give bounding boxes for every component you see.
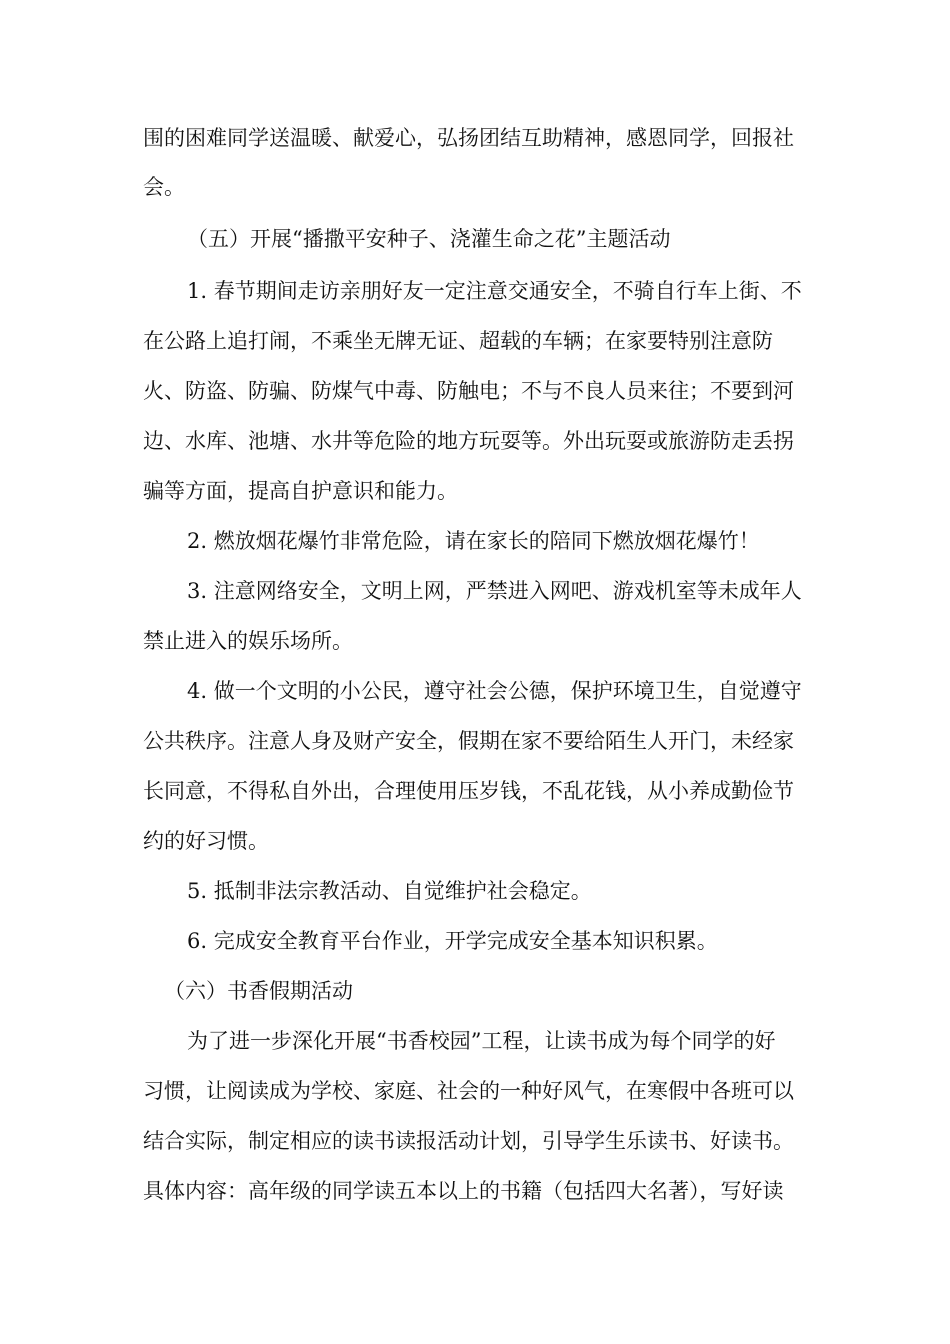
paragraph-line: 习惯，让阅读成为学校、家庭、社会的一种好风气，在寒假中各班可以 bbox=[143, 1079, 794, 1103]
paragraph-line: 会。 bbox=[143, 175, 185, 199]
paragraph-line: 具体内容：高年级的同学读五本以上的书籍（包括四大名著），写好读 bbox=[143, 1179, 784, 1203]
paragraph-line: 为了进一步深化开展“书香校园”工程，让读书成为每个同学的好 bbox=[187, 1029, 776, 1053]
paragraph-line: 边、水库、池塘、水井等危险的地方玩耍等。外出玩耍或旅游防走丢拐 bbox=[143, 429, 794, 453]
list-item-4: 4. 做一个文明的小公民，遵守社会公德，保护环境卫生，自觉遵守 bbox=[187, 679, 802, 703]
paragraph-line: 约的好习惯。 bbox=[143, 829, 269, 853]
list-item-1: 1. 春节期间走访亲朋好友一定注意交通安全，不骑自行车上街、不 bbox=[187, 279, 802, 303]
paragraph-line: 长同意，不得私自外出，合理使用压岁钱，不乱花钱，从小养成勤俭节 bbox=[143, 779, 794, 803]
paragraph-line: 火、防盗、防骗、防煤气中毒、防触电；不与不良人员来往；不要到河 bbox=[143, 379, 794, 403]
list-item-3: 3. 注意网络安全，文明上网，严禁进入网吧、游戏机室等未成年人 bbox=[187, 579, 802, 603]
paragraph-line: 禁止进入的娱乐场所。 bbox=[143, 629, 353, 653]
list-item-2: 2. 燃放烟花爆竹非常危险，请在家长的陪同下燃放烟花爆竹！ bbox=[187, 529, 760, 553]
paragraph-line: 围的困难同学送温暖、献爱心，弘扬团结互助精神，感恩同学，回报社 bbox=[143, 126, 794, 150]
list-item-5: 5. 抵制非法宗教活动、自觉维护社会稳定。 bbox=[187, 879, 592, 903]
paragraph-line: 结合实际，制定相应的读书读报活动计划，引导学生乐读书、好读书。 bbox=[143, 1129, 794, 1153]
section-heading-5: （五）开展“播撒平安种子、浇灌生命之花”主题活动 bbox=[187, 227, 671, 251]
section-heading-6: （六）书香假期活动 bbox=[164, 979, 353, 1003]
paragraph-line: 骗等方面，提高自护意识和能力。 bbox=[143, 479, 458, 503]
list-item-6: 6. 完成安全教育平台作业，开学完成安全基本知识积累。 bbox=[187, 929, 718, 953]
paragraph-line: 公共秩序。注意人身及财产安全，假期在家不要给陌生人开门，未经家 bbox=[143, 729, 794, 753]
paragraph-line: 在公路上追打闹，不乘坐无牌无证、超载的车辆；在家要特别注意防 bbox=[143, 329, 773, 353]
